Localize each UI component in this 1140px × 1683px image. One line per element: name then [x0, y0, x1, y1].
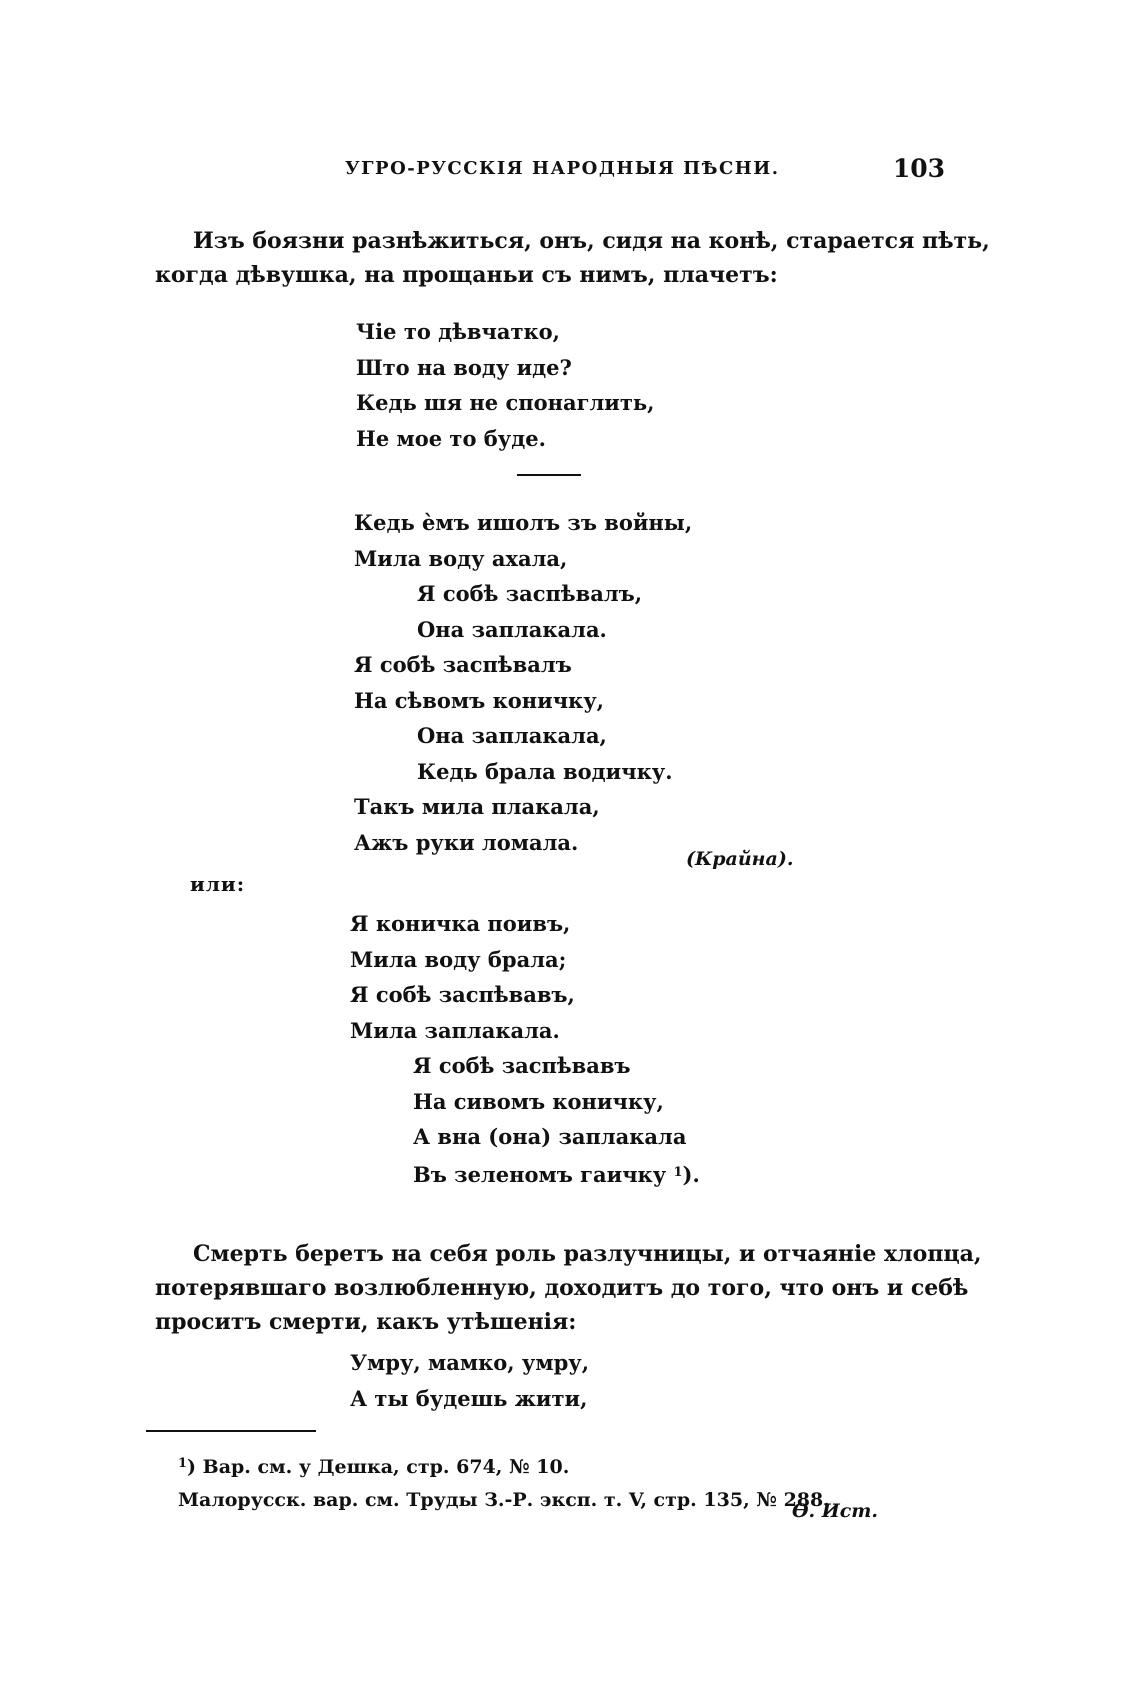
song-1 [356, 314, 654, 456]
song-2-line-3: Я собѣ заспѣвалъ, [417, 581, 643, 606]
song-4-line-2: А ты будешь жити, [350, 1385, 588, 1411]
song-2-line-8: Кедь брала водичку. [417, 758, 673, 784]
song-1-line-3: Кедь шя не спонаглить, [356, 390, 655, 415]
death-line-3: проситъ смерти, какъ утѣшенія: [155, 1309, 577, 1335]
song-3-line-7: А вна (она) заплакала [413, 1124, 687, 1149]
song-3-line-3: Я собѣ заспѣвавъ, [350, 982, 575, 1007]
intro-line-1: Изъ боязни разнѣжиться, онъ, сидя на конѣ, старается пѣть, [193, 228, 990, 254]
song-3-line-5: Я собѣ заспѣвавъ [413, 1053, 631, 1078]
song-2-line-2: Мила воду ахала, [354, 545, 568, 571]
footnote-1 [178, 1447, 830, 1484]
song-1-line-1: Чіе то дѣвчатко, [356, 319, 560, 344]
song-4-line-1: Умру, мамко, умру, [350, 1350, 590, 1375]
song-3 [350, 906, 700, 1192]
page-number: 103 [892, 154, 945, 183]
footnote-1-text: ) Вар. см. у Дешка, стр. 674, № 10. [187, 1456, 570, 1478]
footnote-signature: Ѳ. Ист. [792, 1500, 879, 1522]
footnote-ref-1: 1 [673, 1164, 683, 1180]
song-3-line-6: На сивомъ коничку, [413, 1088, 664, 1114]
death-line-1: Смерть беретъ на себя роль разлучницы, и отчаяніе хлопца, [193, 1241, 982, 1267]
song-3-line-8-end: ). [682, 1161, 700, 1187]
running-title: УГРО-РУССКІЯ НАРОДНЫЯ ПѢСНИ. [345, 158, 780, 179]
song-1-line-2: Што на воду иде? [356, 354, 572, 380]
song-2-line-4: Она заплакала. [417, 616, 607, 642]
or-label: или: [190, 872, 246, 896]
song-2-line-7: Она заплакала, [417, 723, 607, 748]
section-separator [517, 474, 581, 476]
song-1-line-4: Не мое то буде. [356, 425, 546, 451]
footnote-2: Малорусск. вар. см. Труды З.-Р. эксп. т. V, стр. 135, № 288. [178, 1489, 830, 1511]
song-4 [350, 1345, 589, 1416]
footnotes [178, 1447, 830, 1517]
song-3-line-4: Мила заплакала. [350, 1017, 560, 1043]
song-2 [354, 505, 692, 860]
song-2-line-1: Кедь ѐмъ ишолъ зъ войны, [354, 510, 693, 535]
song-3-line-1: Я коничка поивъ, [350, 911, 571, 936]
death-line-2: потерявшаго возлюбленную, доходитъ до того, что онъ и себѣ [155, 1275, 969, 1301]
song-2-line-6: На сѣвомъ коничку, [354, 687, 604, 713]
song-2-line-5: Я собѣ заспѣвалъ [354, 652, 572, 677]
song-2-line-10: Ажъ руки ломала. [354, 829, 579, 855]
song-3-line-2: Мила воду брала; [350, 946, 567, 972]
song-3-line-8 [350, 1155, 700, 1193]
intro-paragraph [155, 224, 990, 292]
footnote-marker: 1 [178, 1456, 188, 1471]
intro-line-2: когда дѣвушка, на прощаньи съ нимъ, плачетъ: [155, 262, 778, 288]
page-header [345, 154, 945, 198]
footnote-rule [146, 1430, 316, 1432]
song-2-source: (Крайна). [686, 848, 794, 870]
song-2-line-9: Такъ мила плакала, [354, 794, 600, 819]
death-paragraph [155, 1237, 982, 1339]
song-3-line-8-text: Въ зеленомъ гаичку [413, 1161, 667, 1187]
